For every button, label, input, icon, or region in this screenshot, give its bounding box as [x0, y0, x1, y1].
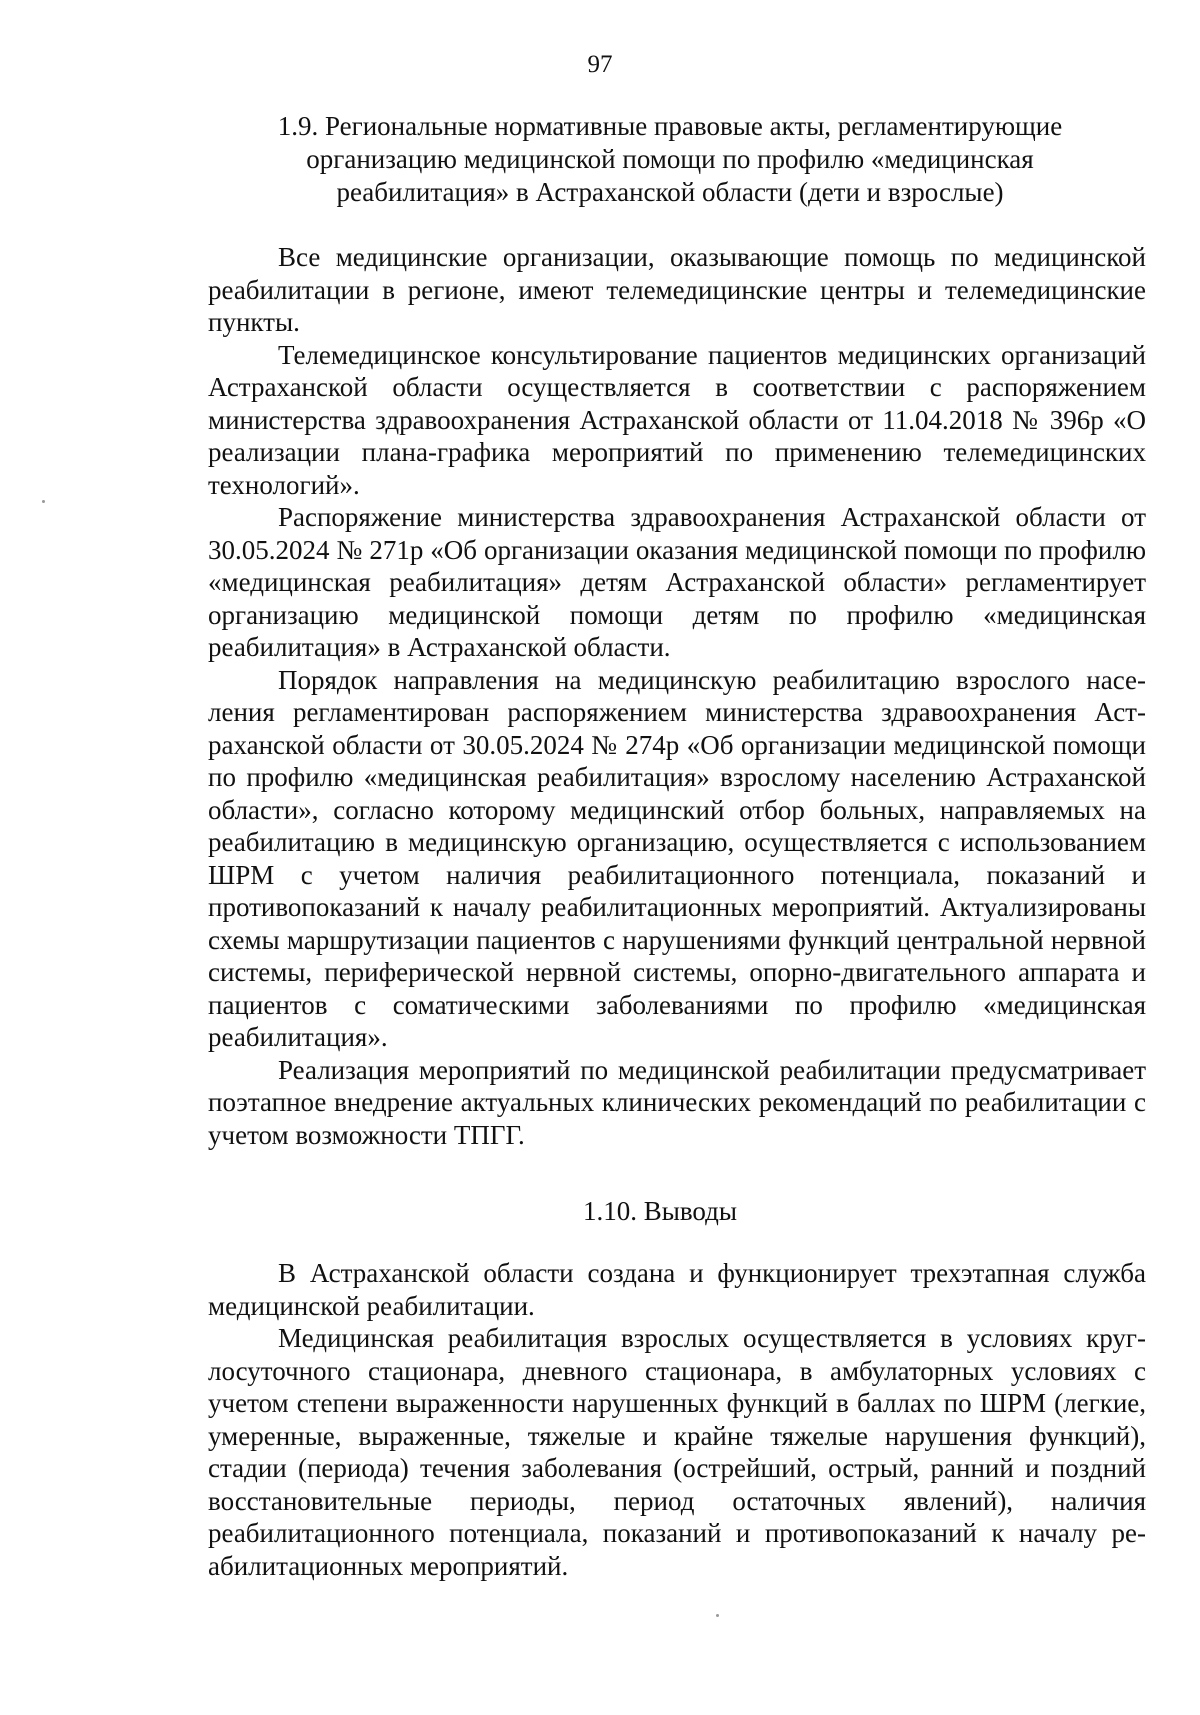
scan-speck [42, 500, 45, 503]
paragraph: Телемедицинское консультирование пациентов медицинских организаций Астраханской области осуществляется в соответствии с распоряжением министерства здравоохранения Астраханской области от 11.04.2018 № 396р «О реализации плана-графика мероприятий по применению телемедицинских технологий». [208, 339, 1146, 500]
section-title-line: организацию медицинской помощи по профилю «медицинская [306, 144, 1034, 174]
section-title-1-10: 1.10. Выводы [582, 1196, 738, 1226]
section-1-9-body [208, 241, 1146, 1151]
page-number: 97 [587, 51, 613, 78]
section-1-10-body [208, 1257, 1146, 1582]
section-title-line: 1.9. Региональные нормативные правовые акты, регламентирующие [277, 111, 1063, 141]
section-title-line: реабилитация» в Астраханской области (дети и взрослые) [336, 177, 1004, 207]
paragraph: Медицинская реабилитация взрослых осуществляется в условиях круглосуточного стационара, дневного стационара, в амбулаторных условиях с учетом степени выраженности нарушенных функций в баллах по ШРМ (легкие, умеренные, выраженные, тяжелые и крайне тяжелые нарушения функций), стадии (периода) течения заболевания (острейший, острый, ранний и поздний восстановительные периоды, период остаточных явлений), наличия реабилитационного потенциала, показаний и противопоказаний к началу реабилитационных мероприятий. [208, 1323, 1146, 1581]
paragraph: В Астраханской области создана и функционирует трехэтапная служба медицинской реабилитации. [208, 1258, 1146, 1321]
paragraph: Порядок направления на медицинскую реабилитацию взрослого населения регламентирован распоряжением министерства здравоохранения Астраханской области от 30.05.2024 № 274р «Об организации медицинской помощи по профилю «медицинская реабилитация» взрослому населению Астраханской области», согласно которому медицинский отбор больных, направляемых на реабилитацию в медицинскую организацию, осуществляется с использованием ШРМ с учетом наличия реабилитационного потенциала, показаний и противопоказаний к началу реабилитационных мероприятий. Актуализированы схемы маршрутизации пациентов с нарушениями функций центральной нервной системы, периферической нервной системы, опорно-двигательного аппарата и пациентов с соматическими заболеваниями по профилю «медицинская реабилитация». [208, 664, 1146, 1052]
section-title-1-9 [250, 110, 1090, 209]
paragraph: Реализация мероприятий по медицинской реабилитации предусматривает поэтапное внедрение актуальных клинических рекомендаций по реабилитации с учетом возможности ТПГГ. [208, 1054, 1146, 1150]
paragraph: Распоряжение министерства здравоохранения Астраханской области от 30.05.2024 № 271р «Об организации оказания медицинской помощи по профилю «медицинская реабилитация» детям Астраханской области» регламентирует организацию медицинской помощи детям по профилю «медицинская реабилитация» в Астраханской области. [208, 502, 1146, 662]
scan-speck [716, 1614, 719, 1617]
paragraph: Все медицинские организации, оказывающие помощь по медицинской реабилитации в регионе, имеют телемедицинские центры и телемедицинские пункты. [208, 242, 1146, 337]
